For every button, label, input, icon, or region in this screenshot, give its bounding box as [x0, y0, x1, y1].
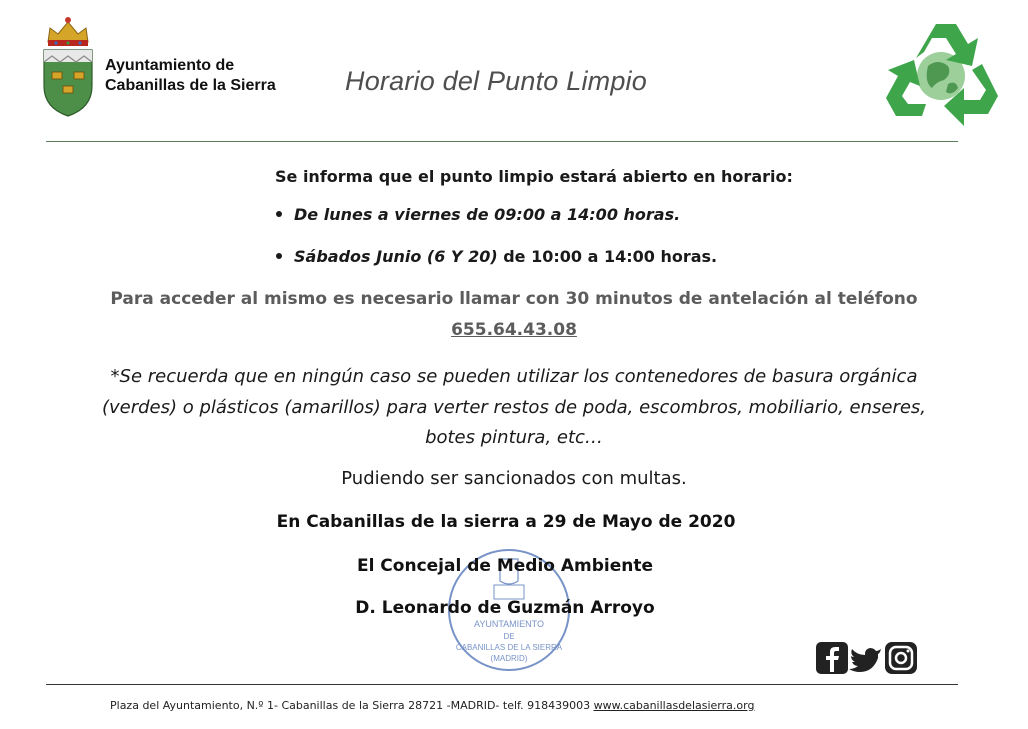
coat-of-arms-icon [40, 12, 96, 118]
stamp-line-2: DE [503, 632, 515, 641]
footer-divider [46, 684, 958, 685]
organization-name [105, 56, 276, 96]
intro-text: Se informa que el punto limpio estará abierto en horario: [275, 167, 793, 186]
schedule-weekdays-text: De lunes a viernes de 09:00 a 14:00 horas. [294, 205, 681, 224]
schedule-weekdays [276, 205, 680, 224]
signer-name: D. Leonardo de Guzmán Arroyo [355, 598, 655, 618]
bullet-icon [276, 211, 282, 217]
instagram-icon[interactable] [885, 642, 917, 674]
organization-line-1: Ayuntamiento de [105, 57, 235, 74]
twitter-icon[interactable] [849, 648, 881, 672]
footer-website-link[interactable]: www.cabanillasdelasierra.org [593, 699, 755, 712]
schedule-saturdays-hours: de 10:00 a 14:00 horas. [497, 247, 718, 266]
stamp-line-1: AYUNTAMIENTO [473, 619, 545, 629]
stamp-line-3: CABANILLAS DE LA SIERRA [455, 643, 563, 652]
schedule-saturdays-dates: Sábados Junio (6 Y 20) [294, 247, 498, 266]
reminder-line-1: *Se recuerda que en ningún caso se pueden utilizar los contenedores de basura orgánica [110, 366, 918, 387]
reminder-line-2: (verdes) o plásticos (amarillos) para verter restos de poda, escombros, mobiliario, enseres, [101, 397, 927, 418]
phone-number [0, 320, 1028, 340]
reminder-line-3: botes pintura, etc… [425, 427, 603, 448]
page-title: Horario del Punto Limpio [345, 66, 647, 96]
recycle-icon [882, 16, 1000, 132]
footer-address: Plaza del Ayuntamiento, N.º 1- Cabanillas de la Sierra 28721 -MADRID- telf. 918439003 [110, 699, 594, 712]
footer [110, 699, 754, 712]
bullet-icon [276, 253, 282, 259]
phone-number-text: 655.64.43.08 [451, 320, 577, 340]
social-icons [815, 640, 919, 676]
header-divider [46, 141, 958, 142]
access-instructions: Para acceder al mismo es necesario llamar con 30 minutos de antelación al teléfono [110, 289, 918, 309]
schedule-saturdays [276, 247, 717, 266]
facebook-icon[interactable] [816, 642, 848, 674]
sanction-notice: Pudiendo ser sancionados con multas. [341, 468, 687, 489]
place-and-date: En Cabanillas de la sierra a 29 de Mayo de 2020 [276, 512, 736, 532]
stamp-line-4: (MADRID) [490, 654, 528, 663]
organization-line-2: Cabanillas de la Sierra [105, 77, 276, 94]
signer-role: El Concejal de Medio Ambiente [356, 556, 654, 576]
